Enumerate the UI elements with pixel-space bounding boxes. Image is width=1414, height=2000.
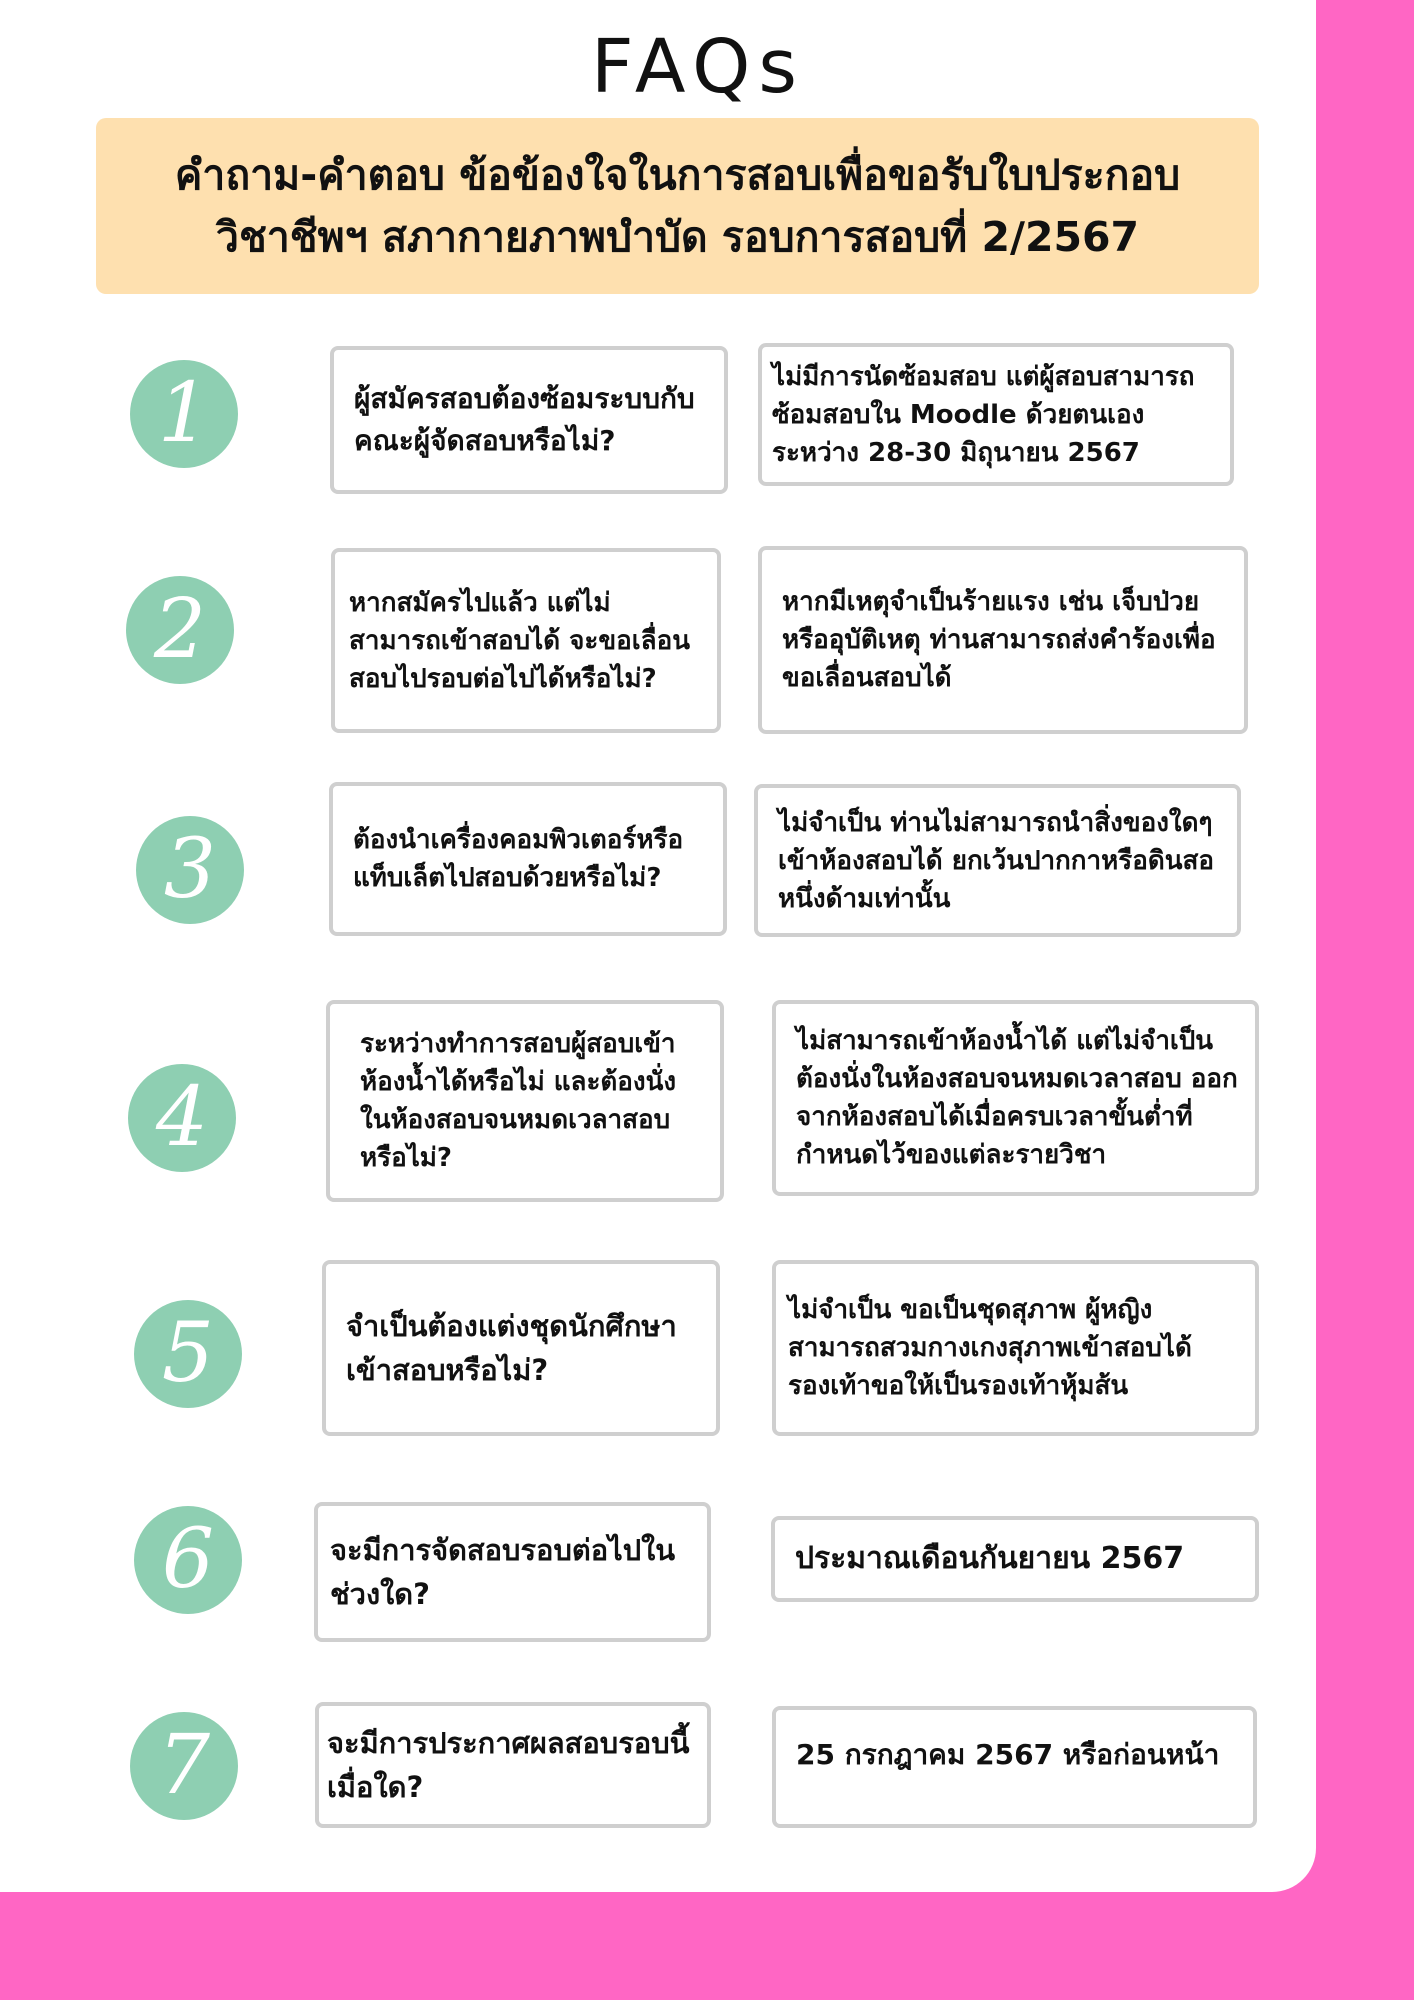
faq-answer-text: 25 กรกฎาคม 2567 หรือก่อนหน้า — [796, 1738, 1220, 1771]
faq-question-text: จะมีการจัดสอบรอบต่อไปในช่วงใด? — [330, 1533, 676, 1611]
faq-answer-text: ไม่มีการนัดซ้อมสอบ แต่ผู้สอบสามารถซ้อมสอบใน Moodle ด้วยตนเอง ระหว่าง 28-30 มิถุนายน 2567 — [772, 361, 1195, 468]
faq-question-text: จำเป็นต้องแต่งชุดนักศึกษาเข้าสอบหรือไม่? — [346, 1309, 677, 1387]
faq-question-text: ระหว่างทำการสอบผู้สอบเข้าห้องน้ำได้หรือไม่ และต้องนั่งในห้องสอบจนหมดเวลาสอบหรือไม่? — [360, 1029, 677, 1173]
faq-number-badge: 1 — [130, 360, 238, 468]
faq-number-badge: 3 — [136, 816, 244, 924]
banner-line-2: วิชาชีพฯ สภากายภาพบำบัด รอบการสอบที่ 2/2567 — [215, 213, 1140, 261]
faq-answer-text: ไม่สามารถเข้าห้องน้ำได้ แต่ไม่จำเป็นต้องนั่งในห้องสอบจนหมดเวลาสอบ ออกจากห้องสอบได้เมื่อครบเวลาขั้นต่ำที่กำหนดไว้ของแต่ละรายวิชา — [796, 1026, 1238, 1170]
faq-question-box — [314, 1502, 711, 1642]
subtitle-banner — [96, 118, 1259, 294]
faq-question-box — [326, 1000, 724, 1202]
faq-answer-box — [772, 1000, 1259, 1196]
faq-question-box — [331, 548, 721, 733]
faq-answer-text: ประมาณเดือนกันยายน 2567 — [795, 1541, 1185, 1576]
faq-question-box — [329, 782, 727, 936]
faq-question-text: ผู้สมัครสอบต้องซ้อมระบบกับคณะผู้จัดสอบหรือไม่? — [354, 382, 695, 457]
faq-number-badge: 6 — [134, 1506, 242, 1614]
faq-answer-box — [758, 546, 1248, 734]
faq-number-badge: 4 — [128, 1064, 236, 1172]
faq-question-box — [322, 1260, 720, 1436]
faq-answer-text: ไม่จำเป็น ท่านไม่สามารถนำสิ่งของใดๆ เข้าห้องสอบได้ ยกเว้นปากกาหรือดินสอหนึ่งด้ามเท่านั้น — [778, 807, 1214, 914]
page-title: FAQs — [591, 24, 805, 110]
faq-number-badge: 7 — [130, 1712, 238, 1820]
faq-question-box — [315, 1702, 711, 1828]
faq-question-text: จะมีการประกาศผลสอบรอบนี้ เมื่อใด? — [327, 1726, 690, 1804]
faq-question-text: ต้องนำเครื่องคอมพิวเตอร์หรือแท็บเล็ตไปสอบด้วยหรือไม่? — [353, 825, 684, 893]
faq-answer-box — [772, 1260, 1259, 1436]
faq-answer-box — [754, 784, 1241, 937]
faq-answer-box — [772, 1706, 1257, 1828]
faq-answer-box — [758, 343, 1234, 486]
faq-answer-text: ไม่จำเป็น ขอเป็นชุดสุภาพ ผู้หญิงสามารถสวมกางเกงสุภาพเข้าสอบได้ รองเท้าขอให้เป็นรองเท้าหุ้มส้น — [788, 1295, 1192, 1401]
faq-question-box — [330, 346, 728, 494]
banner-line-1: คำถาม-คำตอบ ข้อข้องใจในการสอบเพื่อขอรับใบประกอบ — [174, 151, 1181, 199]
faq-answer-box — [771, 1516, 1259, 1602]
faq-number-badge: 5 — [134, 1300, 242, 1408]
faq-question-text: หากสมัครไปแล้ว แต่ไม่สามารถเข้าสอบได้ จะขอเลื่อนสอบไปรอบต่อไปได้หรือไม่? — [349, 587, 690, 694]
faq-number-badge: 2 — [126, 576, 234, 684]
faq-answer-text: หากมีเหตุจำเป็นร้ายแรง เช่น เจ็บป่วยหรืออุบัติเหตุ ท่านสามารถส่งคำร้องเพื่อขอเลื่อนสอบได้ — [782, 587, 1216, 693]
